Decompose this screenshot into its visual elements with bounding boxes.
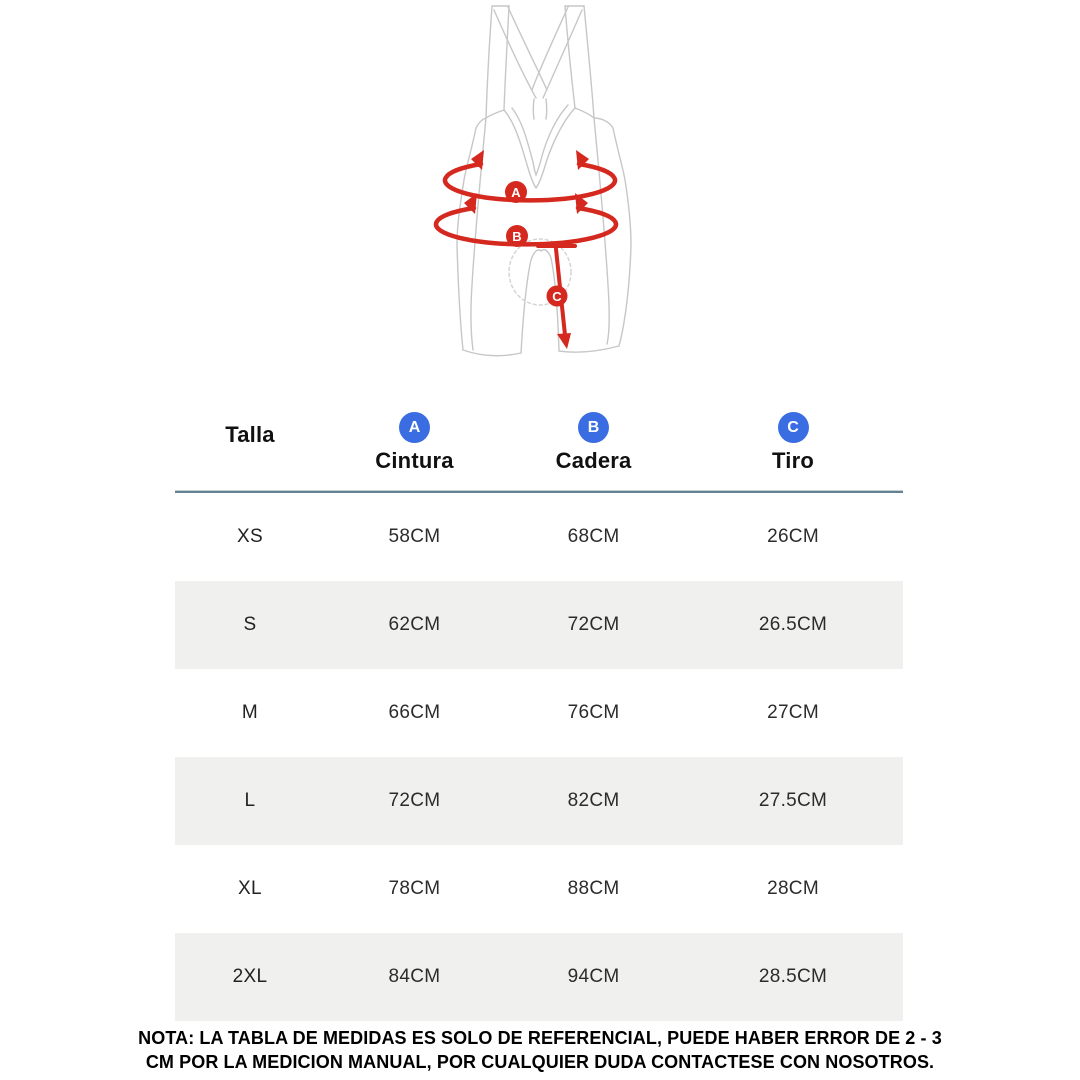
disclaimer-note: [0, 1026, 1080, 1074]
measurement-value: 26CM: [767, 526, 819, 547]
measurement-value: 72CM: [567, 614, 620, 635]
measurement-value: 27CM: [767, 702, 819, 723]
marker-c-label: C: [552, 289, 562, 304]
size-label: S: [243, 614, 257, 635]
bib-shorts-outline: [457, 6, 631, 356]
column-label: Cadera: [555, 448, 632, 473]
measurement-value: 62CM: [388, 614, 441, 635]
badge-c-icon: C: [778, 412, 809, 443]
measurement-value: 94CM: [567, 966, 620, 987]
measurement-value: 78CM: [388, 878, 441, 899]
column-header-cintura: [325, 403, 504, 490]
size-label: XS: [237, 526, 263, 547]
measurement-value: 76CM: [567, 702, 620, 723]
column-header-tiro: [683, 403, 903, 490]
bib-shorts-diagram: [428, 0, 678, 375]
disclaimer-line-2: CM POR LA MEDICION MANUAL, POR CUALQUIER DUDA CONTACTESE CON NOSOTROS.: [145, 1052, 935, 1072]
table-row-2xl: [175, 933, 903, 1021]
size-table-body: [175, 493, 903, 1021]
table-row-s: [175, 581, 903, 669]
table-row-l: [175, 757, 903, 845]
measurement-value: 82CM: [567, 790, 620, 811]
size-label: M: [241, 702, 259, 723]
column-label: Cintura: [375, 448, 454, 473]
table-header-row: [175, 403, 903, 490]
column-label: Talla: [225, 421, 275, 447]
measurement-value: 26.5CM: [758, 614, 828, 635]
disclaimer-line-1: NOTA: LA TABLA DE MEDIDAS ES SOLO DE REFERENCIAL, PUEDE HABER ERROR DE 2 - 3: [138, 1028, 942, 1048]
measurement-value: 68CM: [567, 526, 620, 547]
column-header-cadera: [504, 403, 683, 490]
size-chart-table: [175, 403, 903, 1021]
measurement-value: 58CM: [388, 526, 441, 547]
table-row-xl: [175, 845, 903, 933]
measurement-value: 28CM: [767, 878, 819, 899]
size-label: 2XL: [232, 966, 268, 987]
column-label: Tiro: [772, 448, 815, 473]
rise-measure-arrow: [538, 246, 575, 349]
marker-b-label: B: [512, 229, 522, 244]
size-label: L: [244, 790, 256, 811]
table-row-m: [175, 669, 903, 757]
measurement-value: 28.5CM: [758, 966, 828, 987]
size-label: XL: [238, 878, 262, 899]
column-header-talla: [175, 403, 325, 490]
measurement-value: 66CM: [388, 702, 441, 723]
measurement-value: 88CM: [567, 878, 620, 899]
marker-a-label: A: [511, 185, 521, 200]
badge-a-icon: A: [399, 412, 430, 443]
table-row-xs: [175, 493, 903, 581]
waist-measure-arrow: [445, 150, 615, 203]
measurement-value: 72CM: [388, 790, 441, 811]
measurement-value: 84CM: [388, 966, 441, 987]
badge-b-icon: B: [578, 412, 609, 443]
measurement-value: 27.5CM: [758, 790, 828, 811]
